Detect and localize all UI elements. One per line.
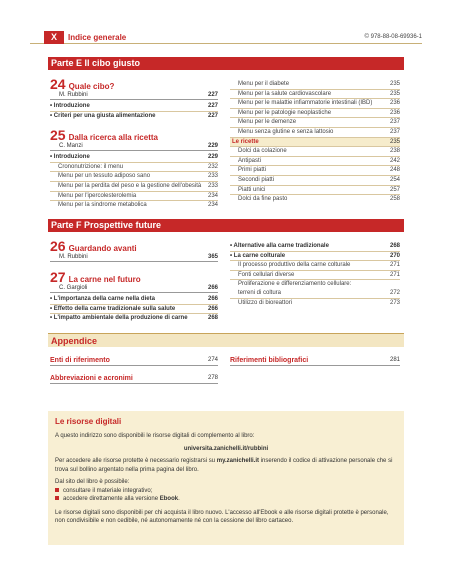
toc-subentry[interactable]: Menu senza glutine e senza lattosio 237	[230, 128, 400, 138]
toc-entry[interactable]: • Introduzione 227	[50, 102, 218, 112]
toc-subentry[interactable]: Dolci da fine pasto 258	[238, 196, 400, 203]
toc-entry-abbreviazioni[interactable]: Abbreviazioni e acronimi 278	[50, 375, 218, 382]
toc-subentry[interactable]: Dolci da colazione 238	[230, 147, 400, 157]
toc-subentry[interactable]: Primi piatti 248	[230, 166, 400, 176]
digital-resources-title: Le risorse digitali	[55, 417, 122, 426]
toc-entry[interactable]: • Criteri per una giusta alimentazione 227	[50, 112, 218, 121]
chapter-26-heading[interactable]: 26 Guardando avanti	[50, 238, 137, 254]
toc-entry[interactable]: • Alternative alla carne tradizionale 268	[230, 242, 400, 252]
book-url-link[interactable]: universita.zanichelli.it/rubbini	[183, 445, 269, 452]
toc-entry-le-ricette[interactable]: Le ricette 235	[230, 138, 400, 148]
toc-entry-enti[interactable]: Enti di riferimento 274	[50, 357, 218, 364]
part-e-right-column	[230, 80, 400, 204]
toc-subentry[interactable]: Menu per un tessuto adiposo sano 233	[50, 172, 218, 182]
digital-resources-box	[48, 411, 404, 545]
toc-subentry[interactable]: Piatti unici 257	[230, 186, 400, 196]
toc-subentry[interactable]: Menu per le malattie infiammatorie intestinali (IBD) 236	[230, 99, 400, 109]
toc-subentry[interactable]: Menu per la sindrome metabolica 234	[58, 202, 218, 209]
digital-list-item: consultare il materiale integrativo;	[55, 487, 397, 496]
chapter-24-heading[interactable]: 24 Quale cibo?	[50, 76, 115, 92]
toc-entry-riferimenti[interactable]: Riferimenti bibliografici 281	[230, 357, 400, 364]
toc-subentry[interactable]: Antipasti 242	[230, 157, 400, 167]
toc-subentry[interactable]: Fonti cellulari diverse 271	[230, 271, 400, 281]
chapter-25-author: C. Manzi 229	[50, 142, 218, 151]
toc-subentry[interactable]: Menu per il diabete 235	[230, 80, 400, 90]
toc-subentry[interactable]: Il processo produttivo della carne colturale 271	[230, 261, 400, 271]
digital-p3: Dal sito del libro è possibile:	[55, 479, 130, 485]
toc-subentry[interactable]: Proliferazione e differenziamento cellulare:	[238, 281, 352, 288]
digital-p2: Per accedere alle risorse protette è necessario registrarsi su my.zanichelli.it inserendo il codice di attivazione personale che si trova sul bollino argentato nella prima pagina del libro.	[55, 458, 393, 473]
chapter-24-author: M. Rubbini 227	[50, 91, 218, 100]
toc-subentry[interactable]: Menu per le patologie neoplastiche 236	[230, 109, 400, 119]
toc-subentry[interactable]: Menu per l'ipercolesterolemia 234	[50, 192, 218, 202]
toc-entry[interactable]: • Effetto della carne tradizionale sulla salute 266	[50, 305, 218, 315]
digital-p1: A questo indirizzo sono disponibili le risorse digitali di complemento al libro:	[55, 433, 255, 439]
digital-list	[55, 487, 397, 504]
toc-entry[interactable]: • La carne colturale 270	[230, 252, 400, 262]
part-e-left-column	[50, 77, 218, 210]
running-header	[30, 31, 422, 44]
part-f-bar: Parte F Prospettive future	[48, 219, 404, 232]
chapter-27-heading[interactable]: 27 La carne nel futuro	[50, 269, 141, 285]
part-f-right-column	[230, 242, 400, 307]
toc-subentry[interactable]: Crononutrizione: il menu 232	[50, 163, 218, 173]
isbn-code: © 978-88-08-69936-1	[364, 34, 422, 40]
toc-subentry[interactable]: Menu per le demenze 237	[230, 118, 400, 128]
chapter-27-author: C. Gargioli 266	[50, 284, 218, 293]
toc-subentry[interactable]: Menu per la salute cardiovascolare 235	[230, 90, 400, 100]
appendice-bar: Appendice	[48, 333, 404, 347]
part-f-left-column	[50, 239, 218, 323]
toc-subentry[interactable]: Utilizzo di bioreattori 273	[238, 299, 400, 306]
toc-entry[interactable]: • Introduzione 229	[50, 153, 218, 163]
toc-subentry[interactable]: terreni di coltura 272	[230, 289, 400, 299]
chapter-25-heading[interactable]: 25 Dalla ricerca alla ricetta	[50, 127, 158, 144]
page-letter: X	[44, 31, 64, 44]
chapter-26-author: M. Rubbini 365	[50, 253, 218, 262]
digital-list-item: accedere direttamente alla versione Ebook.	[55, 495, 397, 504]
part-e-bar: Parte E Il cibo giusto	[48, 57, 404, 70]
header-title: Indice generale	[68, 33, 127, 42]
toc-subentry[interactable]: Menu per la perdita del peso e la gestione dell'obesità 233	[50, 182, 218, 192]
my-zanichelli-link[interactable]: my.zanichelli.it	[216, 458, 259, 464]
toc-subentry[interactable]: Secondi piatti 254	[230, 176, 400, 186]
toc-entry[interactable]: • L'importanza della carne nella dieta 266	[50, 295, 218, 305]
toc-entry[interactable]: • L'impatto ambientale della produzione di carne 268	[50, 314, 218, 323]
digital-p4: Le risorse digitali sono disponibili per chi acquista il libro nuovo. L'accesso all'Ebook e alle risorse digitali protette è personale, non condivisibile e non cedibile, né autonomamente né con la cessione del libro cartaceo.	[55, 509, 389, 524]
